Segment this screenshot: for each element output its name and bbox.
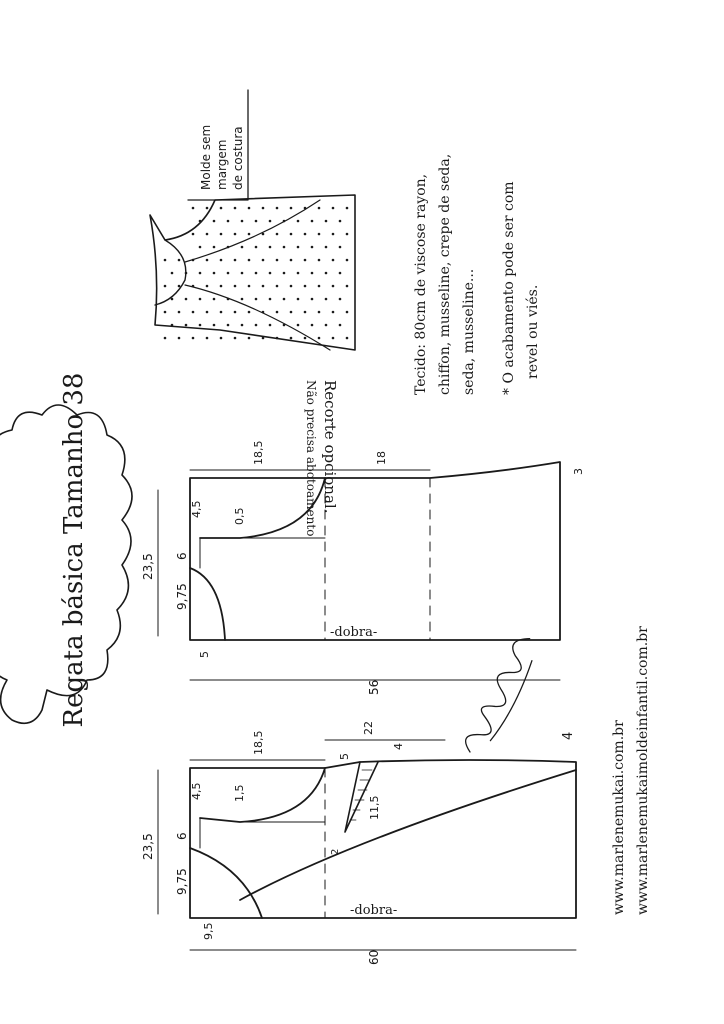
sketch-dot [346,337,349,340]
sketch-dot [234,259,237,262]
fabric-line-3: seda, musseline... [461,268,477,395]
sketch-dot [234,311,237,314]
upside-notes [304,380,339,536]
sketch-dot [318,207,321,210]
back-guide-shoulder [200,818,325,848]
sketch-dot [318,285,321,288]
sketch-dot [192,311,195,314]
sketch-dot [206,311,209,314]
back-dim-dart-4: 4 [392,743,405,750]
sketch-dot [262,259,265,262]
sketch-dot [304,233,307,236]
sketch-dot [255,324,258,327]
sketch-dot [171,272,174,275]
front-dim-side-shoulder: 4,5 [190,500,203,518]
sketch-dot [332,233,335,236]
back-dim-length: 60 [367,949,381,965]
sketch-dot [311,324,314,327]
sketch-dot [248,285,251,288]
sketch-seam-2 [185,285,330,350]
front-pattern [141,441,585,696]
sketch-dot [199,220,202,223]
front-dim-neck-width: 9,75 [175,583,189,610]
back-outline [190,760,576,918]
sketch-dot [276,285,279,288]
sketch-dot [192,337,195,340]
sketch-dot [318,311,321,314]
sketch-dot [213,298,216,301]
sketch-dot [164,259,167,262]
sketch-dot [332,207,335,210]
front-dim-length: 56 [367,679,381,695]
sketch-dot [318,233,321,236]
fabric-line-5: revel ou viés. [525,284,541,379]
sketch-dot [227,298,230,301]
sketch-dot [339,272,342,275]
sketch-dot [304,207,307,210]
sketch-dot [206,337,209,340]
sketch-dots [164,207,349,340]
sketch-dot [255,246,258,249]
sketch-dot [332,311,335,314]
sketch-dot [178,337,181,340]
sketch-dot [297,220,300,223]
website-2: www.marlenemukaimoldeinfantil.com.br [635,626,651,915]
sketch-dot [346,285,349,288]
sketch-dot [248,259,251,262]
sketch-dot [339,298,342,301]
sketch-neckline [155,240,186,305]
sketch-dot [234,233,237,236]
sketch-dot [227,246,230,249]
sketch-dot [269,272,272,275]
sketch-dot [283,298,286,301]
front-dim-bottom-small: 5 [198,651,211,658]
upside-line-1: Recorte opcional. [321,380,339,514]
sketch-dot [241,298,244,301]
sketch-dot [199,324,202,327]
sketch-dot [290,337,293,340]
back-dim-neck-width: 9,75 [175,868,189,895]
sketch-dot [318,337,321,340]
sketch-dot [234,337,237,340]
note-line-1: Molde sem [199,124,213,190]
back-dim-neck-depth: 6 [175,832,189,840]
sketch-dot [304,311,307,314]
sketch-dot [325,324,328,327]
sketch-dot [185,298,188,301]
back-dim-side-shoulder: 4,5 [190,782,203,800]
sketch-dot [206,233,209,236]
back-dim-dart-len: 11,5 [368,795,381,820]
sketch-dot [192,285,195,288]
sketch-dot [297,246,300,249]
sketch-dot [276,259,279,262]
sketch-dot [248,233,251,236]
sketch-dot [346,259,349,262]
fabric-notes [413,154,541,395]
sketch-dot [311,220,314,223]
sketch-dot [185,324,188,327]
sketch-dot [332,337,335,340]
sketch-dot [332,285,335,288]
sketch-dot [213,220,216,223]
sketch-outline [150,195,355,350]
sketch-dot [332,259,335,262]
sketch-dot [220,311,223,314]
note-line-2: margem [215,139,229,190]
front-dim-neck-depth: 6 [175,552,189,560]
sketch-dot [290,311,293,314]
sketch-dot [220,233,223,236]
sketch-dot [283,272,286,275]
sketch-dot [290,207,293,210]
sketch-dot [304,285,307,288]
back-dim-height: 23,5 [141,833,155,860]
sketch-dot [269,324,272,327]
website-1: www.marlenemukai.com.br [611,720,627,915]
signature [456,633,546,759]
sketch-dot [220,285,223,288]
sketch-dot [227,272,230,275]
upside-line-2: Não precisa abotoamento [304,380,318,537]
sketch-dot [297,298,300,301]
sketch-dot [248,207,251,210]
sketch-dot [206,259,209,262]
garment-sketch [150,195,355,350]
sketch-dot [346,207,349,210]
front-guide-shoulder [200,538,325,568]
sketch-dot [262,285,265,288]
sketch-dot [241,246,244,249]
sketch-dot [248,311,251,314]
sketch-dot [311,246,314,249]
sketch-dot [262,337,265,340]
sketch-dot [220,207,223,210]
back-dim-bottom-small: 9,5 [202,922,215,940]
sketch-dot [339,220,342,223]
sketch-dot [346,311,349,314]
sketch-dot [178,259,181,262]
sketch-dot [290,233,293,236]
sketch-dot [311,272,314,275]
title-group [0,373,132,728]
sketch-dot [325,298,328,301]
sketch-seam-1 [185,200,320,262]
sketch-dot [269,220,272,223]
back-pattern [141,721,576,965]
back-dim-hem-rise: 4 [561,731,576,740]
sketch-dot [262,311,265,314]
page-title: Regata básica Tamanho 38 [59,372,89,728]
sketch-dot [276,207,279,210]
fabric-line-2: chiffon, musseline, crepe de seda, [437,153,453,395]
fabric-line-4: * O acabamento pode ser com [501,181,517,395]
sketch-dot [220,259,223,262]
sketch-dot [283,220,286,223]
sketch-dot [283,324,286,327]
note-box [188,90,248,200]
front-dim-top-left: 18,5 [252,440,265,465]
back-fold-label: -dobra- [350,903,398,918]
sketch-dot [276,311,279,314]
sketch-dot [241,272,244,275]
sketch-dot [241,220,244,223]
front-fold-label: -dobra- [330,625,378,640]
back-dim-curve-offset: 1,5 [233,784,246,802]
sketch-dot [227,324,230,327]
sketch-dot [255,298,258,301]
sketch-dot [192,207,195,210]
back-neckline [190,848,262,918]
sketch-dot [164,337,167,340]
sketch-dot [318,259,321,262]
signature-strokes [456,633,546,759]
sketch-dot [290,285,293,288]
sketch-dot [290,259,293,262]
sketch-dot [269,298,272,301]
back-dim-dart-base: 2 [330,848,341,855]
sketch-dot [206,285,209,288]
sketch-dot [304,259,307,262]
sketch-dot [276,337,279,340]
sketch-dot [262,207,265,210]
back-armhole [200,768,325,822]
front-dim-top-right: 18 [375,451,388,465]
sketch-dot [255,272,258,275]
sketch-dot [339,324,342,327]
sketch-dot [164,285,167,288]
sketch-dot [192,233,195,236]
sketch-dot [297,324,300,327]
sketch-dot [325,272,328,275]
front-dim-height: 23,5 [141,553,155,580]
sketch-dot [248,337,251,340]
back-seam-curve [240,770,576,900]
sketch-dot [346,233,349,236]
fabric-line-1: Tecido: 80cm de viscose rayon, [413,173,429,395]
sketch-dot [234,285,237,288]
sketch-dot [178,311,181,314]
sketch-dot [255,220,258,223]
sketch-dot [269,246,272,249]
sketch-dot [213,246,216,249]
sketch-dot [199,298,202,301]
websites [611,626,651,915]
sketch-dot [304,337,307,340]
sketch-dot [311,298,314,301]
sketch-dot [199,246,202,249]
sketch-dot [276,233,279,236]
sketch-dot [199,272,202,275]
sketch-dot [325,220,328,223]
sketch-dot [213,324,216,327]
sketch-dot [241,324,244,327]
sketch-dot [164,311,167,314]
front-neckline [190,568,225,640]
sketch-dot [227,220,230,223]
sketch-dot [185,272,188,275]
front-dim-curve-offset: 0,5 [233,507,246,525]
front-dim-hem-rise: 3 [572,468,585,475]
note-line-3: de costura [231,126,245,190]
sketch-dot [213,272,216,275]
front-outline [190,462,560,640]
sketch-dot [171,298,174,301]
sketch-dot [206,207,209,210]
sketch-dot [262,233,265,236]
back-dim-top-left: 18,5 [252,730,265,755]
sketch-dot [234,207,237,210]
sketch-dot [192,259,195,262]
back-dim-top-right: 22 [362,721,375,735]
sketch-dot [220,337,223,340]
sketch-dot [325,246,328,249]
sketch-dot [178,285,181,288]
sketch-dot [339,246,342,249]
sketch-dot [283,246,286,249]
sketch-dot [297,272,300,275]
back-dim-dart-5: 5 [338,753,351,760]
sketch-dot [171,324,174,327]
